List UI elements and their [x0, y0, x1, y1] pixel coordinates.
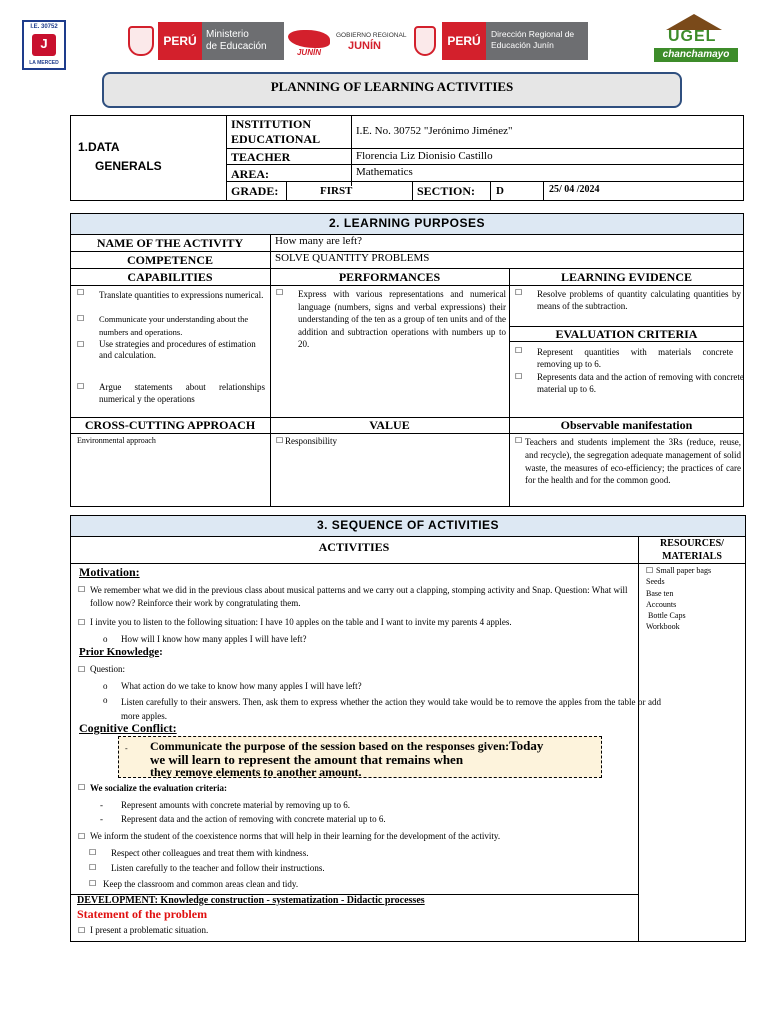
- area-value: Mathematics: [356, 166, 413, 178]
- data-generals-heading-1: 1.DATA: [78, 140, 120, 154]
- junin-map-icon: [288, 30, 330, 48]
- activity-name-label: NAME OF THE ACTIVITY: [96, 236, 244, 250]
- sequence-heading: 3. SEQUENCE OF ACTIVITIES: [316, 518, 500, 532]
- norm-item: Respect other colleagues and treat them with kindness.: [111, 848, 309, 858]
- value-label: VALUE: [369, 418, 410, 432]
- performance-text: Express with various representations and numerical language (numbers, signs and verbal expressions) their understanding of the ten as a group of ten units and of the addition and subtraction operations with numbers up to 20.: [298, 289, 506, 349]
- resource-item: Bottle Caps: [648, 611, 686, 620]
- criteria-item: Represent quantities with materials concrete removing up to 6.: [537, 347, 733, 369]
- norm-item: Keep the classroom and common areas clean and tidy.: [103, 879, 299, 889]
- resource-item: Accounts: [646, 600, 677, 609]
- cognitive-conflict-label: Cognitive Conflict:: [79, 721, 177, 735]
- competence-value: SOLVE QUANTITY PROBLEMS: [275, 252, 430, 264]
- observable-label: Observable manifestation: [560, 418, 693, 432]
- ministry-logo: [128, 20, 284, 62]
- teacher-label: TEACHER: [231, 150, 291, 164]
- capability-item: Communicate your understanding about the numbers and operations.: [99, 314, 249, 337]
- purpose-line-3: they remove elements to another amount.: [150, 765, 362, 779]
- socialize-label: We socialize the evaluation criteria:: [90, 783, 227, 793]
- socialize-item-1: Represent amounts with concrete material by removing up to 6.: [121, 800, 350, 810]
- resource-item: Workbook: [646, 622, 680, 631]
- learning-evidence-label: LEARNING EVIDENCE: [560, 270, 693, 284]
- prior-knowledge-label: Prior Knowledge: [79, 646, 160, 658]
- peru-shield-icon: [128, 26, 154, 56]
- purpose-text: Communicate the purpose of the session based on the responses given:: [150, 739, 510, 753]
- section-label: SECTION:: [417, 184, 476, 198]
- grade-value: FIRST: [320, 185, 353, 197]
- purpose-line-2: we will learn to represent the amount that remains when: [150, 752, 464, 767]
- prior-knowledge-colon: :: [159, 646, 163, 658]
- capability-item: Translate quantities to expressions numerical.: [99, 290, 264, 300]
- motivation-text-2: I invite you to listen to the following situation: I have 10 apples on the table and I want to invite my parents 4 apples.: [90, 617, 512, 627]
- data-generals-heading-2: GENERALS: [95, 159, 162, 173]
- resources-label-2: MATERIALS: [662, 551, 722, 562]
- resource-item: Base ten: [646, 589, 674, 598]
- institution-label: INSTITUTION EDUCATIONAL: [231, 117, 321, 146]
- direccion-logo: [442, 22, 588, 60]
- question-label: Question:: [90, 664, 125, 674]
- norms-intro: We inform the student of the coexistence norms that will help in their learning for the development of the activity.: [90, 831, 501, 841]
- chanchamayo-label: chanchamayo: [654, 48, 738, 62]
- cross-cutting-label: CROSS-CUTTING APPROACH: [84, 418, 256, 432]
- socialize-item-2: Represent data and the action of removing with concrete material up to 6.: [121, 814, 386, 824]
- development-label: DEVELOPMENT: Knowledge construction - systematization - Didactic processes: [77, 895, 425, 906]
- observable-value: Teachers and students implement the 3Rs (reduce, reuse, and recycle), the segregation adequate management of solid waste, the measures of eco-efficiency; the practices of care for the health and for the common good.: [525, 437, 741, 486]
- ugel-logo: [650, 14, 740, 68]
- motivation-text-1: We remember what we did in the previous class about musical patterns and we carry out a clapping, stomping activity and Snap. Question: What will follow now? Reinforce their work by congratulating them.: [90, 585, 628, 608]
- value-value: Responsibility: [285, 436, 338, 446]
- teacher-value: Florencia Liz Dionisio Castillo: [356, 150, 493, 162]
- capability-item: Argue statements about relationships numerical y the operations: [99, 382, 265, 404]
- norm-item: Listen carefully to the teacher and follow their instructions.: [111, 863, 325, 873]
- ministry-label: Ministerio de Educación: [202, 22, 284, 60]
- criteria-item: Represents data and the action of removing with concrete material up to 6.: [537, 372, 744, 394]
- school-logo-sub: LA MERCED: [29, 60, 59, 66]
- statement-text: I present a problematic situation.: [90, 925, 209, 935]
- gobierno-label: GOBIERNO REGIONAL: [336, 32, 407, 39]
- junin-logo-text: JUNÍN: [296, 48, 321, 57]
- direccion-label: Dirección Regional de Educación Junín: [486, 22, 588, 60]
- school-logo-text: I.E. 30752: [30, 24, 58, 30]
- resources-label-1: RESOURCES/: [660, 538, 724, 549]
- cross-cutting-value: Environmental approach: [77, 436, 156, 445]
- resource-item: Small paper bags: [656, 566, 712, 575]
- grade-label: GRADE:: [231, 184, 279, 198]
- gobierno-shield-icon: [414, 26, 436, 56]
- prior-question-2: Listen carefully to their answers. Then, ask them to express whether the action they would take would be to remove the apples from the table or add more apples.: [121, 697, 661, 721]
- page-title: PLANNING OF LEARNING ACTIVITIES: [270, 79, 514, 94]
- learning-evidence-text: Resolve problems of quantity calculating quantities by means of the subtraction.: [537, 289, 741, 311]
- motivation-label: Motivation:: [79, 565, 140, 579]
- ugel-label: UGEL: [668, 28, 717, 45]
- prior-question-1: What action do we take to know how many apples I will have left?: [121, 681, 362, 691]
- date-value: 25/ 04 /2024: [549, 184, 600, 195]
- gobierno-logo: [286, 20, 438, 62]
- area-label: AREA:: [231, 167, 269, 181]
- school-logo: I.E. 30752 J LA MERCED: [22, 20, 66, 70]
- institution-value: I.E. No. 30752 "Jerónimo Jiménez": [356, 125, 513, 137]
- learning-purposes-heading: 2. LEARNING PURPOSES: [328, 216, 486, 230]
- capability-item: Use strategies and procedures of estimation and calculation.: [99, 339, 256, 360]
- performances-label: PERFORMANCES: [338, 270, 441, 284]
- capabilities-label: CAPABILITIES: [127, 270, 213, 284]
- activities-label: ACTIVITIES: [318, 540, 390, 554]
- section-value: D: [496, 185, 504, 197]
- resource-item: Seeds: [646, 577, 665, 586]
- activity-name-value: How many are left?: [275, 235, 363, 247]
- evaluation-criteria-label: EVALUATION CRITERIA: [555, 327, 698, 341]
- peru-label-2: PERÚ: [442, 22, 486, 60]
- peru-label-1: PERÚ: [158, 22, 202, 60]
- statement-label: Statement of the problem: [77, 907, 208, 921]
- competence-label: COMPETENCE: [126, 253, 213, 267]
- gobierno-junin: JUNÍN: [348, 40, 382, 52]
- motivation-question: How will I know how many apples I will have left?: [121, 634, 307, 644]
- purpose-today: Today: [509, 738, 544, 753]
